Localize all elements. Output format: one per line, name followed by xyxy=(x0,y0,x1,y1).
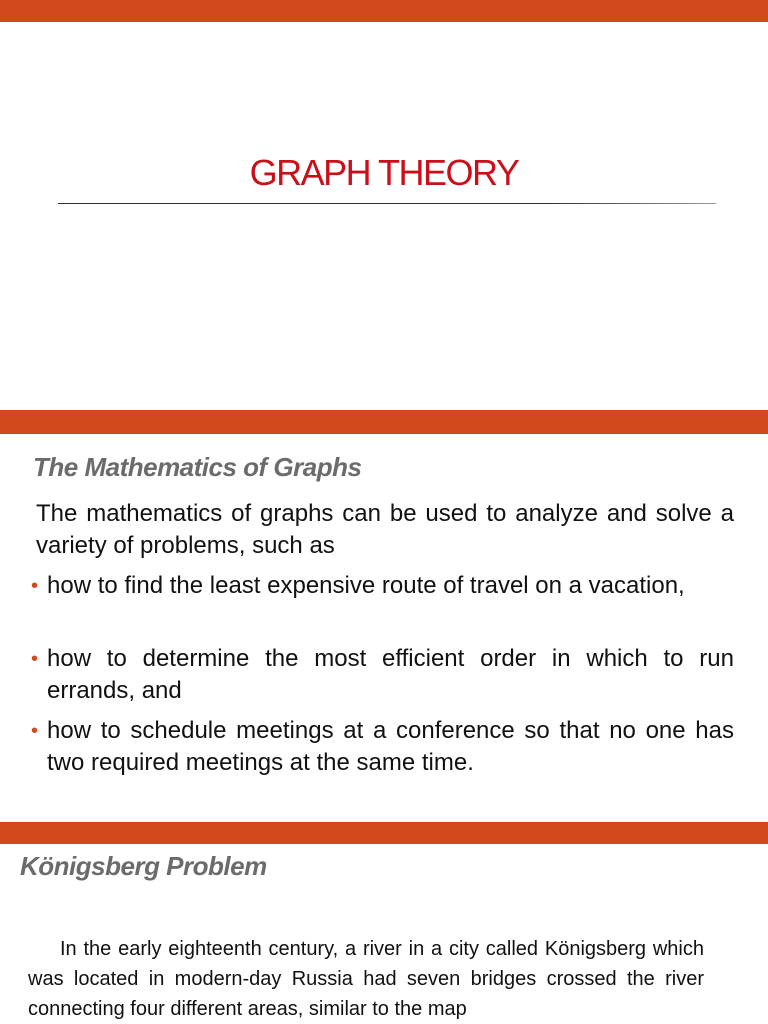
bullet-marker: • xyxy=(31,575,39,597)
slide-top-bar xyxy=(0,0,768,22)
bullet-text: how to find the least expensive route of travel on a vacation, xyxy=(47,572,685,599)
bullet-item-meetings xyxy=(31,715,734,779)
konigsberg-paragraph: In the early eighteenth century, a river in a city called Königsberg which was located in modern-day Russia had seven bridges crossed the river connecting four different areas, similar to the map xyxy=(28,938,704,1020)
section-heading-konigsberg: Königsberg Problem xyxy=(20,851,267,881)
slide-title: GRAPH THEORY xyxy=(249,152,519,193)
bullet-marker: • xyxy=(31,720,39,742)
bullet-marker: • xyxy=(31,648,39,670)
slide-separator-bar xyxy=(0,822,768,844)
bullet-item-route xyxy=(31,570,734,602)
bullet-item-errands xyxy=(31,643,734,707)
bullet-text: how to schedule meetings at a conference so that no one has two required meetings at the same time. xyxy=(47,717,734,776)
bullet-text: how to determine the most efficient order in which to run errands, and xyxy=(47,645,734,704)
intro-text: The mathematics of graphs can be used to analyze and solve a variety of problems, such as xyxy=(36,500,734,559)
slide-separator-bar xyxy=(0,410,768,434)
title-divider xyxy=(58,203,716,204)
section-heading-mathematics: The Mathematics of Graphs xyxy=(33,452,362,482)
